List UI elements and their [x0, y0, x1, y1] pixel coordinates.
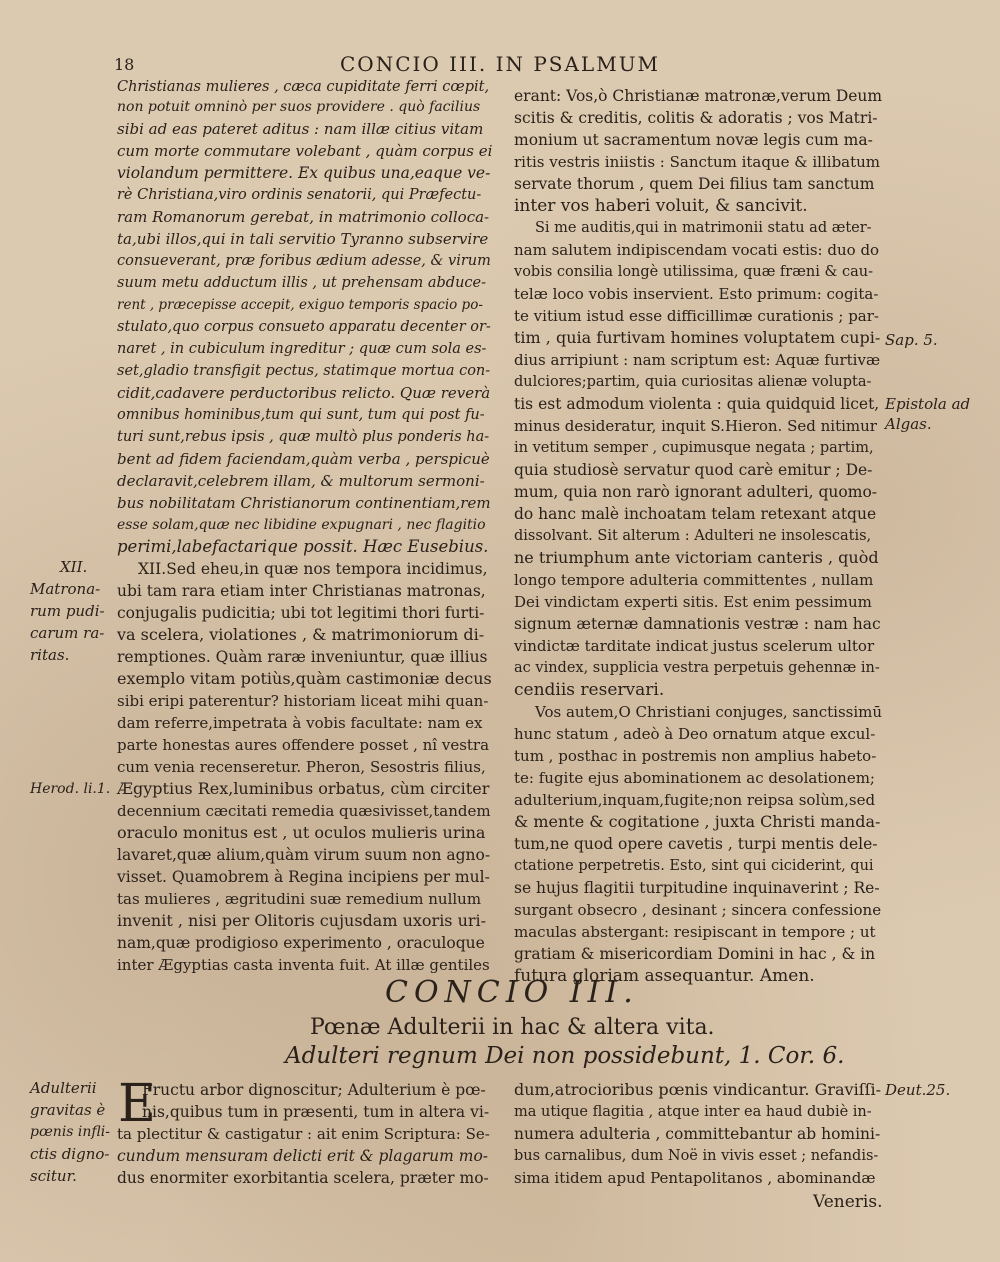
margin-line: Matrona-: [30, 580, 101, 598]
text-line: inter vos haberi voluit, & sancivit.: [514, 196, 808, 216]
text-line: futura gloriam assequantur. Amen.: [514, 966, 815, 986]
text-line: bent ad fidem faciendam,quàm verba , perspicuè: [117, 450, 490, 468]
text-line: conjugalis pudicitia; ubi tot legitimi thori furti-: [117, 604, 485, 622]
text-line: remptiones. Quàm raræ inveniuntur, quæ illius: [117, 648, 488, 666]
margin-line: rum pudi-: [30, 602, 105, 620]
text-line: monium ut sacramentum novæ legis cum ma-: [514, 131, 873, 149]
section-subtitle: Pœnæ Adulterii in hac & altera vita.: [310, 1015, 715, 1040]
text-line: te: fugite ejus abominationem ac desolationem;: [514, 769, 875, 787]
text-line: in vetitum semper , cupimusque negata ; partim,: [514, 440, 874, 456]
margin-line: Epistola ad: [885, 395, 971, 413]
section-epigraph: Adulteri regnum Dei non possidebunt, 1. Cor. 6.: [285, 1043, 845, 1069]
margin-line: Algas.: [885, 415, 932, 433]
text-line: cum venia recenseretur. Pheron, Sesostris filius,: [117, 758, 486, 776]
margin-note-herod: Herod. li.1.: [30, 781, 111, 797]
text-line: adulterium,inquam,fugite;non reipsa solùm,sed: [514, 791, 876, 809]
running-head: CONCIO III. IN PSALMUM: [340, 52, 661, 76]
text-line: cendiis reservari.: [514, 680, 665, 700]
text-line: vobis consilia longè utilissima, quæ fræni & cau-: [514, 264, 873, 280]
text-line: tum,ne quod opere cavetis , turpi mentis dele-: [514, 835, 878, 853]
text-line: dius arripiunt : nam scriptum est: Aquæ furtivæ: [514, 351, 881, 369]
text-line: declaravit,celebrem illam, & multorum sermoni-: [117, 472, 485, 490]
margin-line: scitur.: [30, 1167, 77, 1185]
text-line: & mente & cogitatione , juxta Christi manda-: [514, 812, 881, 831]
text-line: Si me auditis,qui in matrimonii statu ad æter-: [535, 220, 872, 236]
text-line: sibi eripi paterentur? historiam liceat mihi quan-: [117, 692, 489, 710]
margin-line: pœnis infli-: [30, 1124, 110, 1140]
text-line: Christianas mulieres , cæca cupiditate ferri cœpit,: [117, 79, 490, 95]
text-line: longo tempore adulteria committentes , nullam: [514, 571, 874, 589]
text-line: dum,atrocioribus pœnis vindicantur. Graviſſi-: [514, 1080, 882, 1099]
margin-line: XII.: [60, 558, 88, 576]
text-line: oraculo monitus est , ut oculos mulieris urina: [117, 823, 486, 842]
text-line: ctatione perpetretis. Esto, sint qui ciciderint, qui: [514, 858, 874, 874]
text-line: stulato,quo corpus consueto apparatu decenter or-: [117, 319, 491, 335]
text-line: ta plectitur & castigatur : ait enim Scriptura: Se-: [117, 1125, 490, 1143]
text-line: XII.Sed eheu,in quæ nos tempora incidimus,: [138, 560, 488, 578]
text-line: Fructu arbor dignoscitur; Adulterium è pœ-: [142, 1081, 486, 1099]
text-line: quia studiosè servatur quod carè emitur ; De-: [514, 461, 873, 479]
text-line: servate thorum , quem Dei filius tam sanctum: [514, 175, 875, 193]
text-line: signum æternæ damnationis vestræ : nam hac: [514, 615, 881, 633]
text-line: bus carnalibus, dum Noë in vivis esset ; nefandis-: [514, 1148, 879, 1164]
text-line: ubi tam rara etiam inter Christianas matronas,: [117, 582, 486, 600]
margin-line: ritas.: [30, 646, 70, 664]
text-line: rè Christiana,viro ordinis senatorii, qui Præfectu-: [117, 187, 482, 203]
margin-note-sap: Sap. 5.: [885, 331, 938, 349]
text-line: cundum mensuram delicti erit & plagarum mo-: [117, 1147, 489, 1165]
text-line: va scelera, violationes , & matrimoniorum di-: [117, 625, 485, 644]
text-line: sibi ad eas pateret aditus : nam illæ citius vitam: [117, 120, 484, 138]
text-line: ne triumphum ante victoriam canteris , quòd: [514, 548, 879, 567]
text-line: tis est admodum violenta : quia quidquid licet,: [514, 395, 880, 413]
margin-line: carum ra-: [30, 624, 105, 642]
text-line: inter Ægyptias casta inventa fuit. At illæ gentiles: [117, 956, 490, 974]
text-line: hunc statum , adeò à Deo ornatum atque excul-: [514, 725, 876, 743]
page-number: 18: [114, 55, 135, 74]
text-line: ram Romanorum gerebat, in matrimonio colloca-: [117, 208, 490, 226]
text-line: mum, quia non rarò ignorant adulteri, quomo-: [514, 483, 878, 501]
text-line: sima itidem apud Pentapolitanos , abominandæ: [514, 1169, 876, 1187]
text-line: omnibus hominibus,tum qui sunt, tum qui post fu-: [117, 407, 485, 423]
margin-line: Adulterii: [30, 1079, 97, 1097]
text-line: ma utique flagitia , atque inter ea haud dubiè in-: [514, 1104, 872, 1120]
text-line: scitis & creditis, colitis & adoratis ; vos Matri-: [514, 109, 878, 127]
text-line: nam,quæ prodigioso experimento , oraculoque: [117, 934, 485, 952]
text-line: parte honestas aures offendere posset , nî vestra: [117, 736, 490, 754]
text-line: rent , præcepisse accepit, exiguo temporis spacio po-: [117, 297, 483, 313]
section-title: CONCIO III.: [385, 975, 639, 1010]
text-line: dus enormiter exorbitantia scelera, præter mo-: [117, 1169, 489, 1187]
text-line: do hanc malè inchoatam telam retexant atque: [514, 505, 877, 523]
margin-note-deut: Deut.25.: [885, 1081, 951, 1099]
text-line: erant: Vos,ò Christianæ matronæ,verum Deum: [514, 87, 883, 105]
text-line: invenit , nisi per Olitoris cujusdam uxoris uri-: [117, 911, 487, 930]
text-line: numera adulteria , committebantur ab homini-: [514, 1125, 881, 1143]
text-line: ac vindex, supplicia vestra perpetuis gehennæ in-: [514, 660, 880, 676]
text-line: esse solam,quæ nec libidine expugnari , nec flagitio: [117, 517, 486, 533]
text-line: cidit,cadavere perductoribus relicto. Quæ reverà: [117, 384, 491, 402]
text-line: naret , in cubiculum ingreditur ; quæ cum sola es-: [117, 341, 487, 357]
text-line: visset. Quamobrem à Regina incipiens per mul-: [117, 868, 490, 886]
text-line: tum , posthac in postremis non amplius habeto-: [514, 747, 877, 765]
text-line: bus nobilitatam Christianorum continentiam,rem: [117, 494, 491, 512]
text-line: dulciores;partim, quia curiositas alienæ volupta-: [514, 374, 872, 390]
text-line: ta,ubi illos,qui in tali servitio Tyranno subservire: [117, 230, 489, 248]
text-line: violandum permittere. Ex quibus una,eaque ve-: [117, 164, 491, 182]
text-line: Ægyptius Rex,luminibus orbatus, cùm circiter: [117, 779, 490, 798]
catchword: Veneris.: [813, 1192, 883, 1212]
text-line: dam referre,impetrata à vobis facultate: nam ex: [117, 714, 483, 732]
text-line: dissolvant. Sit alterum : Adulteri ne insolescatis,: [514, 528, 872, 544]
text-line: Dei vindictam experti sitis. Est enim pessimum: [514, 593, 872, 611]
text-line: minus desideratur, inquit S.Hieron. Sed nitimur: [514, 417, 877, 435]
text-line: te vitium istud esse difficillimæ curationis ; par-: [514, 307, 879, 325]
text-line: exemplo vitam potiùs,quàm castimoniæ decus: [117, 669, 492, 688]
text-line: surgant obsecro , desinant ; sincera confessione: [514, 901, 882, 919]
text-line: perimi,labefactarique possit. Hæc Eusebius.: [117, 537, 489, 556]
text-line: telæ loco vobis inservient. Esto primum: cogita-: [514, 285, 879, 303]
text-line: tim , quia furtivam homines voluptatem cupi-: [514, 328, 881, 347]
text-line: se hujus flagitii turpitudine inquinaverint ; Re-: [514, 879, 880, 897]
text-line: vindictæ tarditate indicat justus scelerum ultor: [514, 637, 875, 655]
text-line: lavaret,quæ alium,quàm virum suum non agno-: [117, 846, 491, 864]
drop-cap: E: [118, 1074, 156, 1134]
text-line: consueverant, præ foribus ædium adesse, & virum: [117, 253, 491, 269]
text-line: set,gladio transfigit pectus, statimque mortua con-: [117, 363, 491, 379]
text-line: turi sunt,rebus ipsis , quæ multò plus ponderis ha-: [117, 429, 490, 445]
margin-line: ctis digno-: [30, 1145, 110, 1163]
text-line: maculas abstergant: resipiscant in tempore ; ut: [514, 923, 876, 941]
text-line: non potuit omninò per suos providere . quò facilius: [117, 99, 481, 115]
text-line: decennium cæcitati remedia quæsivisset,tandem: [117, 802, 491, 820]
margin-line: gravitas è: [30, 1101, 106, 1119]
text-line: nis,quibus tum in præsenti, tum in altera vi-: [142, 1103, 490, 1121]
text-line: ritis vestris iniistis : Sanctum itaque & illibatum: [514, 153, 881, 171]
text-line: suum metu adductum illis , ut prehensam abduce-: [117, 275, 487, 291]
text-line: nam salutem indipiscendam vocati estis: duo do: [514, 241, 880, 259]
text-line: cum morte commutare volebant , quàm corpus ei: [117, 142, 493, 160]
text-line: tas mulieres , ægritudini suæ remedium nullum: [117, 890, 482, 908]
text-line: Vos autem,O Christiani conjuges, sanctissimū: [535, 703, 883, 721]
text-line: gratiam & misericordiam Domini in hac , & in: [514, 945, 876, 963]
